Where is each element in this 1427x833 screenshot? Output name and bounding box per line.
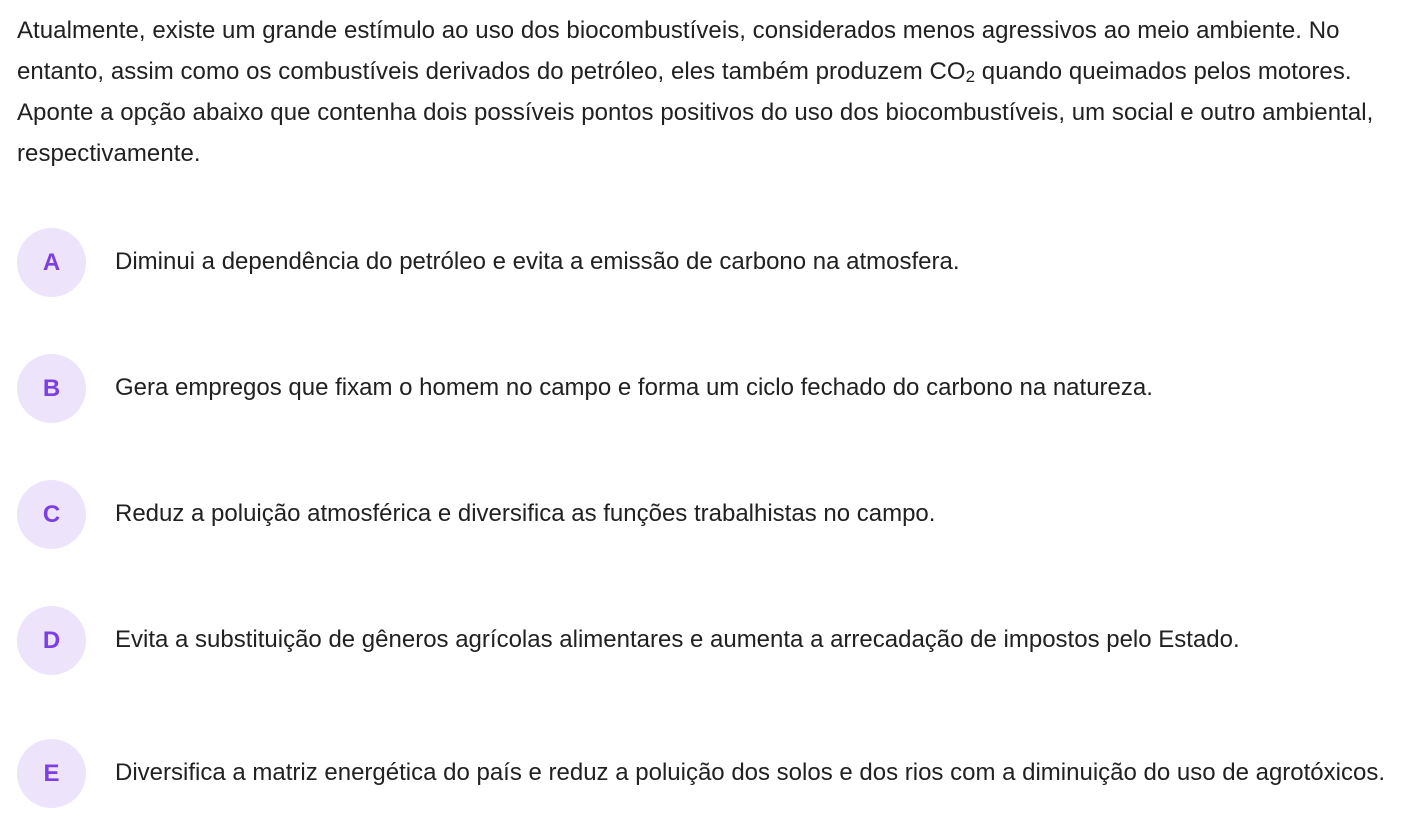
option-c-text[interactable]: Reduz a poluição atmosférica e diversifica as funções trabalhistas no campo. <box>115 500 936 527</box>
option-b-text[interactable]: Gera empregos que fixam o homem no campo e forma um ciclo fechado do carbono na natureza. <box>115 374 1153 401</box>
option-d-letter-badge[interactable]: D <box>17 606 86 675</box>
option-e-letter-badge[interactable]: E <box>17 739 86 808</box>
question-text-part-2: quando queimados pelos motores. Aponte a opção abaixo que contenha dois possíveis pontos positivos do uso dos biocombustíveis, um social e outro ambiental, respectivamente. <box>17 58 1374 167</box>
option-a-letter-badge[interactable]: A <box>17 228 86 297</box>
co2-formula <box>929 58 975 85</box>
option-c-letter-badge[interactable]: C <box>17 480 86 549</box>
formula-base: CO <box>929 58 966 85</box>
option-b-letter-badge[interactable]: B <box>17 354 86 423</box>
question-text <box>17 10 1412 174</box>
option-e-text[interactable]: Diversifica a matriz energética do país e reduz a poluição dos solos e dos rios com a diminuição do uso de agrotóxicos. <box>115 759 1385 786</box>
option-a-text[interactable]: Diminui a dependência do petróleo e evita a emissão de carbono na atmosfera. <box>115 248 960 275</box>
formula-subscript: 2 <box>965 67 976 86</box>
option-d-text[interactable]: Evita a substituição de gêneros agrícolas alimentares e aumenta a arrecadação de impostos pelo Estado. <box>115 626 1240 653</box>
question-text-part-1: Atualmente, existe um grande estímulo ao uso dos biocombustíveis, considerados menos agressivos ao meio ambiente. No entanto, assim como os combustíveis derivados do petróleo, eles também produzem <box>17 17 1340 85</box>
